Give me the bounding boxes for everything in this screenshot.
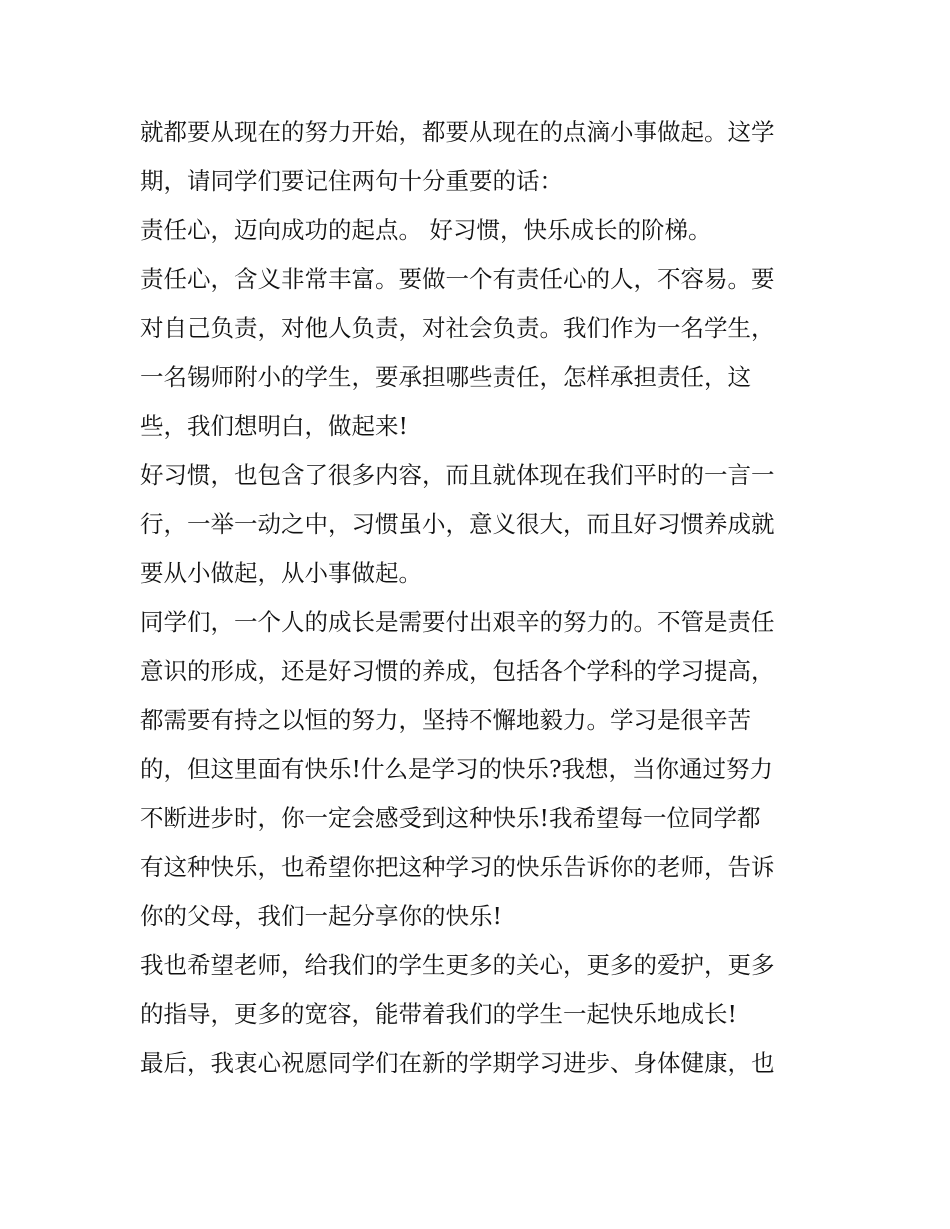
text-line: 的，但这里面有快乐!什么是学习的快乐?我想，当你通过努力 <box>140 755 774 783</box>
text-line: 都需要有持之以恒的努力，坚持不懈地毅力。学习是很辛苦 <box>140 706 751 734</box>
text-line: 行，一举一动之中，习惯虽小，意义很大，而且好习惯养成就 <box>140 510 775 538</box>
text-line: 期，请同学们要记住两句十分重要的话： <box>140 167 563 195</box>
text-line: 好习惯，也包含了很多内容，而且就体现在我们平时的一言一 <box>140 461 775 489</box>
text-line: 对自己负责，对他人负责，对社会负责。我们作为一名学生， <box>140 314 775 342</box>
text-line: 一名锡师附小的学生，要承担哪些责任，怎样承担责任，这 <box>140 363 751 391</box>
text-line: 我也希望老师，给我们的学生更多的关心，更多的爱护，更多 <box>140 951 775 979</box>
text-line: 最后，我衷心祝愿同学们在新的学期学习进步、身体健康，也 <box>140 1049 775 1077</box>
text-line: 责任心，迈向成功的起点。 好习惯，快乐成长的阶梯。 <box>140 216 712 244</box>
text-line: 就都要从现在的努力开始，都要从现在的点滴小事做起。这学 <box>140 118 775 146</box>
text-line: 同学们，一个人的成长是需要付出艰辛的努力的。不管是责任 <box>140 608 775 636</box>
text-line: 不断进步时，你一定会感受到这种快乐!我希望每一位同学都 <box>140 804 761 832</box>
text-line: 的指导，更多的宽容，能带着我们的学生一起快乐地成长! <box>140 1000 737 1028</box>
text-line: 些，我们想明白，做起来! <box>140 412 408 440</box>
text-line: 要从小做起，从小事做起。 <box>140 559 422 587</box>
text-line: 责任心，含义非常丰富。要做一个有责任心的人，不容易。要 <box>140 265 775 293</box>
body-text <box>140 108 820 1088</box>
text-line: 有这种快乐，也希望你把这种学习的快乐告诉你的老师，告诉 <box>140 853 775 881</box>
text-line: 你的父母，我们一起分享你的快乐! <box>140 902 502 930</box>
text-line: 意识的形成，还是好习惯的养成，包括各个学科的学习提高， <box>140 657 775 685</box>
